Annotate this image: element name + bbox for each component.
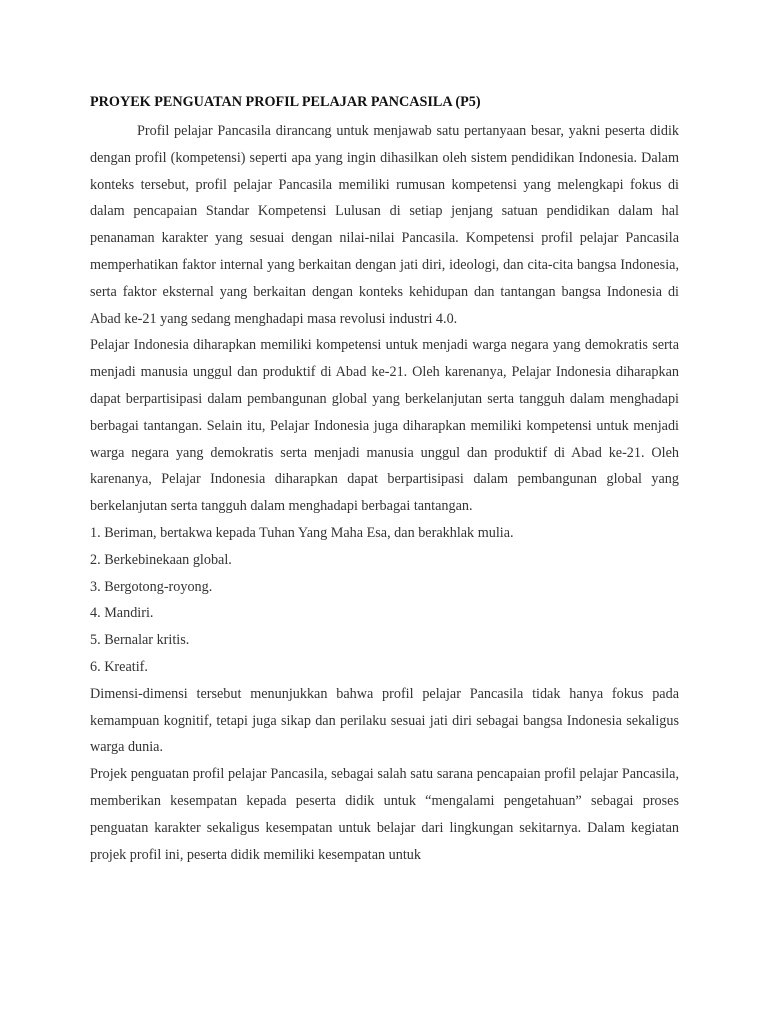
list-item: 6. Kreatif.: [90, 658, 148, 675]
paragraph-project: Projek penguatan profil pelajar Pancasila, sebagai salah satu sarana pencapaian profil pelajar Pancasila, memberikan kesempatan kepada peserta didik untuk “mengalami pengetahuan” sebagai proses penguatan karakter sekaligus kesempatan untuk belajar dari lingkungan sekitarnya. Dalam kegiatan projek profil ini, peserta didik memiliki kesempatan untuk: [90, 766, 679, 863]
paragraph-competence: Pelajar Indonesia diharapkan memiliki kompetensi untuk menjadi warga negara yang demokratis serta menjadi manusia unggul dan produktif di Abad ke-21. Oleh karenanya, Pelajar Indonesia diharapkan dapat berpartisipasi dalam pembangunan global yang berkelanjutan serta tangguh dalam menghadapi berbagai tantangan. Selain itu, Pelajar Indonesia juga diharapkan memiliki kompetensi untuk menjadi warga negara yang demokratis serta menjadi manusia unggul dan produktif di Abad ke-21. Oleh karenanya, Pelajar Indonesia diharapkan dapat berpartisipasi dalam pembangunan global yang berkelanjutan serta tangguh dalam menghadapi berbagai tantangan.: [90, 337, 679, 515]
paragraph-dimensions: Dimensi-dimensi tersebut menunjukkan bahwa profil pelajar Pancasila tidak hanya fokus pada kemampuan kognitif, tetapi juga sikap dan perilaku sesuai jati diri sebagai bangsa Indonesia sekaligus warga dunia.: [90, 685, 679, 756]
paragraph-intro: Profil pelajar Pancasila dirancang untuk menjawab satu pertanyaan besar, yakni peserta didik dengan profil (kompetensi) seperti apa yang ingin dihasilkan oleh sistem pendidikan Indonesia. Dalam konteks tersebut, profil pelajar Pancasila memiliki rumusan kompetensi yang melengkapi fokus di dalam pencapaian Standar Kompetensi Lulusan di setiap jenjang satuan pendidikan dalam hal penanaman karakter yang sesuai dengan nilai-nilai Pancasila. Kompetensi profil pelajar Pancasila memperhatikan faktor internal yang berkaitan dengan jati diri, ideologi, dan cita-cita bangsa Indonesia, serta faktor eksternal yang berkaitan dengan konteks kehidupan dan tantangan bangsa Indonesia di Abad ke-21 yang sedang menghadapi masa revolusi industri 4.0.: [90, 123, 679, 327]
list-item: 4. Mandiri.: [90, 605, 154, 622]
list-item: 2. Berkebinekaan global.: [90, 551, 232, 568]
document-title: PROYEK PENGUATAN PROFIL PELAJAR PANCASILA (P5): [90, 94, 481, 110]
document-page: [90, 86, 679, 868]
dimension-list: [90, 520, 679, 681]
list-item: 5. Bernalar kritis.: [90, 632, 190, 649]
list-item: 1. Beriman, bertakwa kepada Tuhan Yang Maha Esa, dan berakhlak mulia.: [90, 524, 514, 541]
list-item: 3. Bergotong-royong.: [90, 578, 213, 595]
